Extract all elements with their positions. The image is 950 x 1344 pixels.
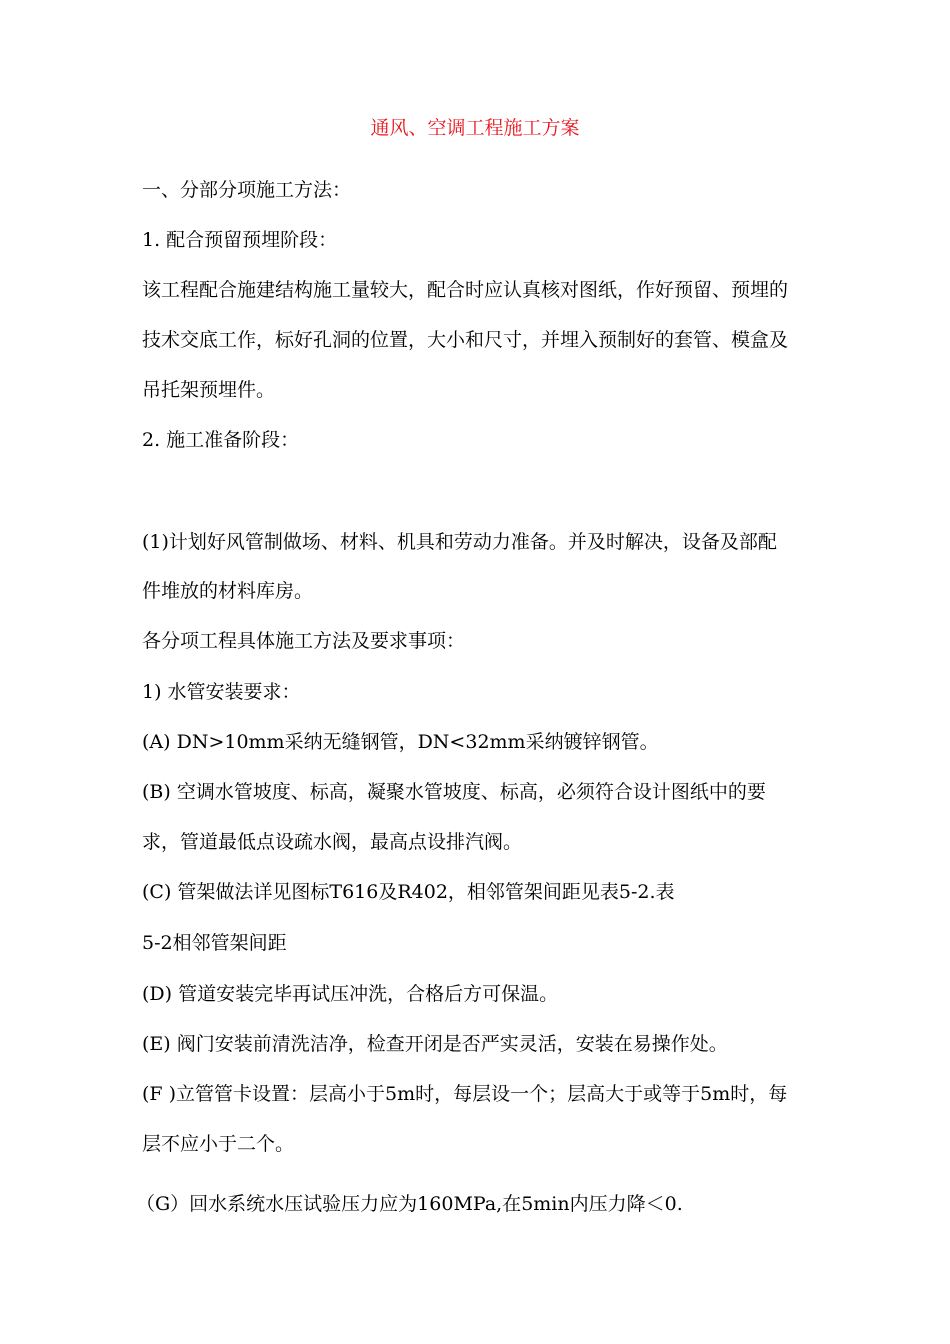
paragraph-line: 件堆放的材料库房。 — [142, 580, 314, 602]
paragraph-line: 层不应小于二个。 — [142, 1133, 295, 1155]
subsection-heading: 2. 施工准备阶段： — [142, 429, 300, 451]
list-item: (D) 管道安装完毕再试压冲洗，合格后方可保温。 — [142, 983, 559, 1005]
section-heading: 一、分部分项施工方法： — [142, 179, 352, 201]
paragraph-line: (1)计划好风管制做场、材料、机具和劳动力准备。并及时解决，设备及部配 — [142, 531, 777, 553]
list-item: (F )立管管卡设置：层高小于5m时，每层设一个；层高大于或等于5m时，每 — [142, 1083, 788, 1105]
list-item: (A) DN>10mm采纳无缝钢管，DN<32mm采纳镀锌钢管。 — [142, 731, 659, 753]
paragraph-line: 各分项工程具体施工方法及要求事项： — [142, 630, 466, 652]
paragraph-line: 吊托架预埋件。 — [142, 379, 276, 401]
subsection-heading: 1. 配合预留预埋阶段： — [142, 229, 338, 251]
list-item: (B) 空调水管坡度、标高，凝聚水管坡度、标高，必须符合设计图纸中的要 — [142, 781, 766, 803]
list-item: (C) 管架做法详见图标T616及R402，相邻管架间距见表5-2.表 — [142, 881, 675, 903]
document-title: 通风、空调工程施工方案 — [370, 117, 580, 139]
list-item: (E) 阀门安装前清洗洁净，检查开闭是否严实灵活，安装在易操作处。 — [142, 1033, 728, 1055]
paragraph-line: 5-2相邻管架间距 — [142, 932, 287, 954]
paragraph-line: 该工程配合施建结构施工量较大，配合时应认真核对图纸，作好预留、预埋的 — [142, 279, 789, 301]
list-heading: 1) 水管安装要求： — [142, 681, 301, 703]
paragraph-line: 求，管道最低点设疏水阀，最高点设排汽阀。 — [142, 831, 523, 853]
list-item: （G）回水系统水压试验压力应为160MPa,在5min内压力降＜0. — [136, 1193, 683, 1215]
paragraph-line: 技术交底工作，标好孔洞的位置，大小和尺寸，并埋入预制好的套管、模盒及 — [142, 329, 789, 351]
